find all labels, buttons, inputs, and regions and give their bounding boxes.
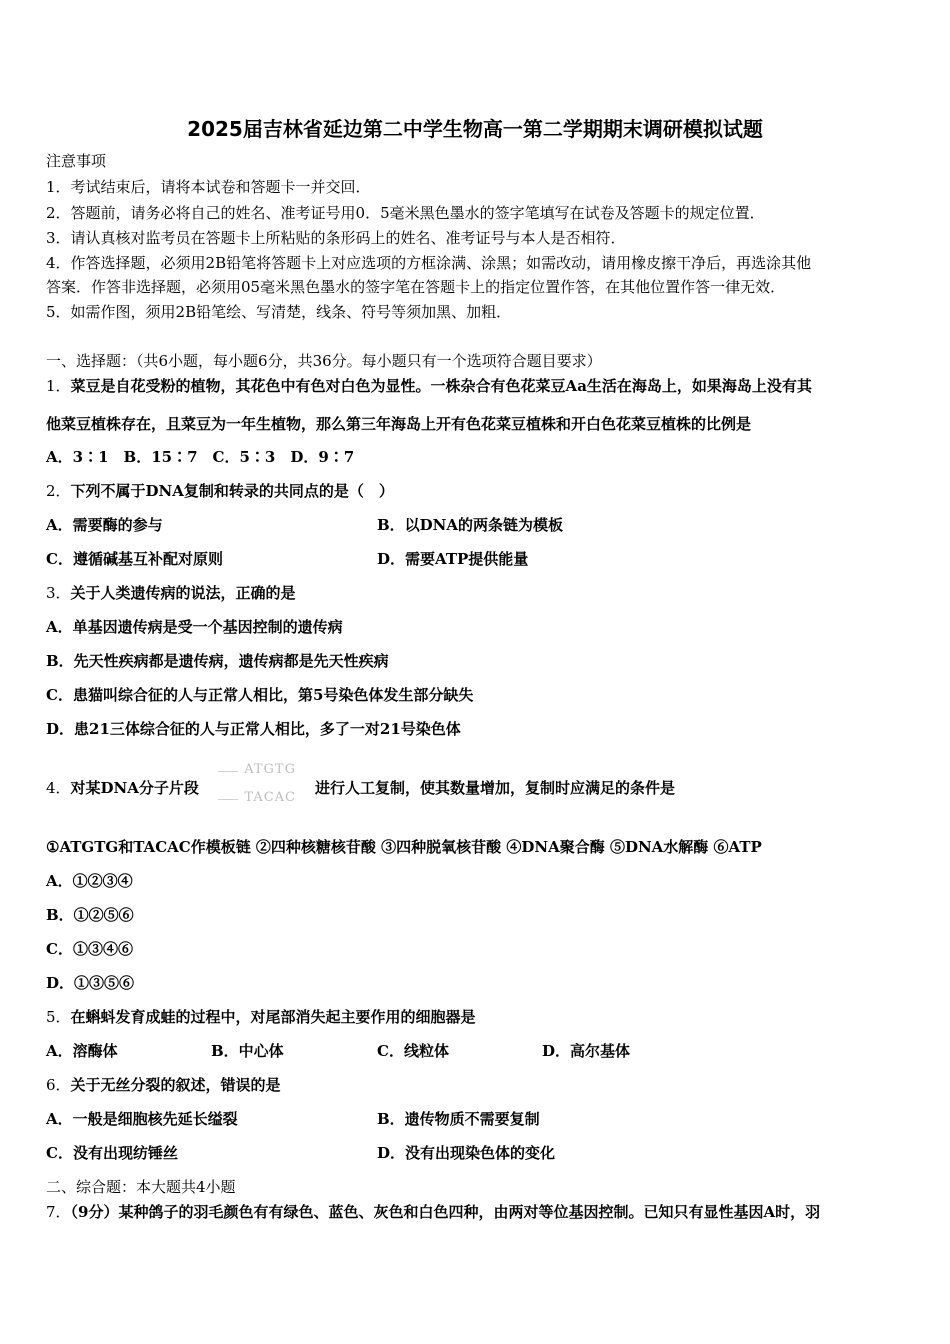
option-d: D．高尔基体 <box>542 1042 631 1060</box>
option-c: C．没有出现纺锤丝 <box>46 1144 178 1162</box>
question-stem-prefix: 对某DNA分子片段 <box>70 779 199 797</box>
question-stem: 关于无丝分裂的叙述，错误的是 <box>70 1076 281 1094</box>
question-2-stem <box>46 481 394 501</box>
question-number: 5． <box>46 1008 71 1026</box>
question-stem-suffix: 进行人工复制，使其数量增加，复制时应满足的条件是 <box>315 779 676 797</box>
question-number: 2． <box>46 482 71 500</box>
notice-item: 2．答题前，请务必将自己的姓名、准考证号用0．5毫米黑色墨水的签字笔填写在试卷及答题卡的规定位置． <box>46 204 765 222</box>
question-1-line-1 <box>46 376 812 396</box>
option-b: B．遗传物质不需要复制 <box>377 1110 540 1128</box>
section-heading: 一、选择题：（共6小题，每小题6分，共36分。每小题只有一个选项符合题目要求） <box>46 352 602 370</box>
option-c: C．①③④⑥ <box>46 940 133 958</box>
option-b: B．①②⑤⑥ <box>46 906 134 924</box>
notice-heading: 注意事项 <box>46 152 107 170</box>
option-b: B．以DNA的两条链为模板 <box>377 516 564 534</box>
option-a: A．①②③④ <box>46 872 133 890</box>
option-b: B．先天性疾病都是遗传病，遗传病都是先天性疾病 <box>46 652 389 670</box>
question-number: 7． <box>46 1203 71 1221</box>
dna-fragment-figure <box>214 756 310 812</box>
question-7-stem <box>46 1202 820 1222</box>
question-3-stem <box>46 583 296 603</box>
option-d: D．需要ATP提供能量 <box>377 550 529 568</box>
option-c: C．线粒体 <box>377 1042 449 1060</box>
question-1-line-2: 他菜豆植株存在，且菜豆为一年生植物，那么第三年海岛上开有色花菜豆植株和开白色花菜豆植株的比例是 <box>46 415 752 433</box>
option-a: A．单基因遗传病是受一个基因控制的遗传病 <box>46 618 343 636</box>
question-stem: 下列不属于DNA复制和转录的共同点的是（ ） <box>70 482 394 500</box>
option-d: D．①③⑤⑥ <box>46 974 135 992</box>
option-b: B．中心体 <box>211 1042 284 1060</box>
option-a: A．一般是细胞核先延长缢裂 <box>46 1110 238 1128</box>
page-title: 2025届吉林省延边第二中学生物高一第二学期期末调研模拟试题 <box>187 117 763 141</box>
question-stem: 关于人类遗传病的说法，正确的是 <box>70 584 296 602</box>
option-a: A．需要酶的参与 <box>46 516 163 534</box>
question-number: 1． <box>46 377 71 395</box>
notice-item: 3．请认真核对监考员在答题卡上所粘贴的条形码上的姓名、准考证号与本人是否相符． <box>46 229 626 247</box>
option-c: C．遵循碱基互补配对原则 <box>46 550 223 568</box>
question-stem: 在蝌蚪发育成蛙的过程中，对尾部消失起主要作用的细胞器是 <box>70 1008 476 1026</box>
question-5-stem <box>46 1007 476 1027</box>
notice-item: 答案．作答非选择题，必须用05毫米黑色墨水的签字笔在答题卡上的指定位置作答，在其他位置作答一律无效． <box>46 278 786 296</box>
notice-item: 5．如需作图，须用2B铅笔绘、写清楚，线条、符号等须加黑、加粗． <box>46 303 512 321</box>
option-c: C．患猫叫综合征的人与正常人相比，第5号染色体发生部分缺失 <box>46 686 474 704</box>
question-number: 4． <box>46 779 71 797</box>
option-d: D．患21三体综合征的人与正常人相比，多了一对21号染色体 <box>46 720 461 738</box>
dna-strand-bottom: TACAC <box>244 790 296 805</box>
option-a: A．溶酶体 <box>46 1042 118 1060</box>
notice-item: 4．作答选择题，必须用2B铅笔将答题卡上对应选项的方框涂满、涂黑；如需改动，请用橡皮擦干净后，再选涂其他 <box>46 254 812 272</box>
question-4-conditions: ①ATGTG和TACAC作模板链 ②四种核糖核苷酸 ③四种脱氧核苷酸 ④DNA聚合酶 ⑤DNA水解酶 ⑥ATP <box>46 838 762 856</box>
dna-strand-top: ATGTG <box>244 762 296 777</box>
option-d: D．没有出现染色体的变化 <box>377 1144 556 1162</box>
question-stem: （9分）某种鸽子的羽毛颜色有有绿色、蓝色、灰色和白色四种，由两对等位基因控制。已知只有显性基因A时，羽 <box>70 1203 821 1221</box>
section-heading: 二、综合题：本大题共4小题 <box>46 1178 236 1196</box>
question-stem: 菜豆是自花受粉的植物，其花色中有色对白色为显性。一株杂合有色花菜豆Aa生活在海岛上，如果海岛上没有其 <box>70 377 812 395</box>
question-number: 3． <box>46 584 71 602</box>
notice-item: 1．考试结束后，请将本试卷和答题卡一并交回． <box>46 178 371 196</box>
question-4-stem <box>46 778 199 798</box>
question-6-stem <box>46 1075 281 1095</box>
question-number: 6． <box>46 1076 71 1094</box>
question-1-options: A．3∶1 B．15∶7 C．5∶3 D．9∶7 <box>46 448 355 466</box>
